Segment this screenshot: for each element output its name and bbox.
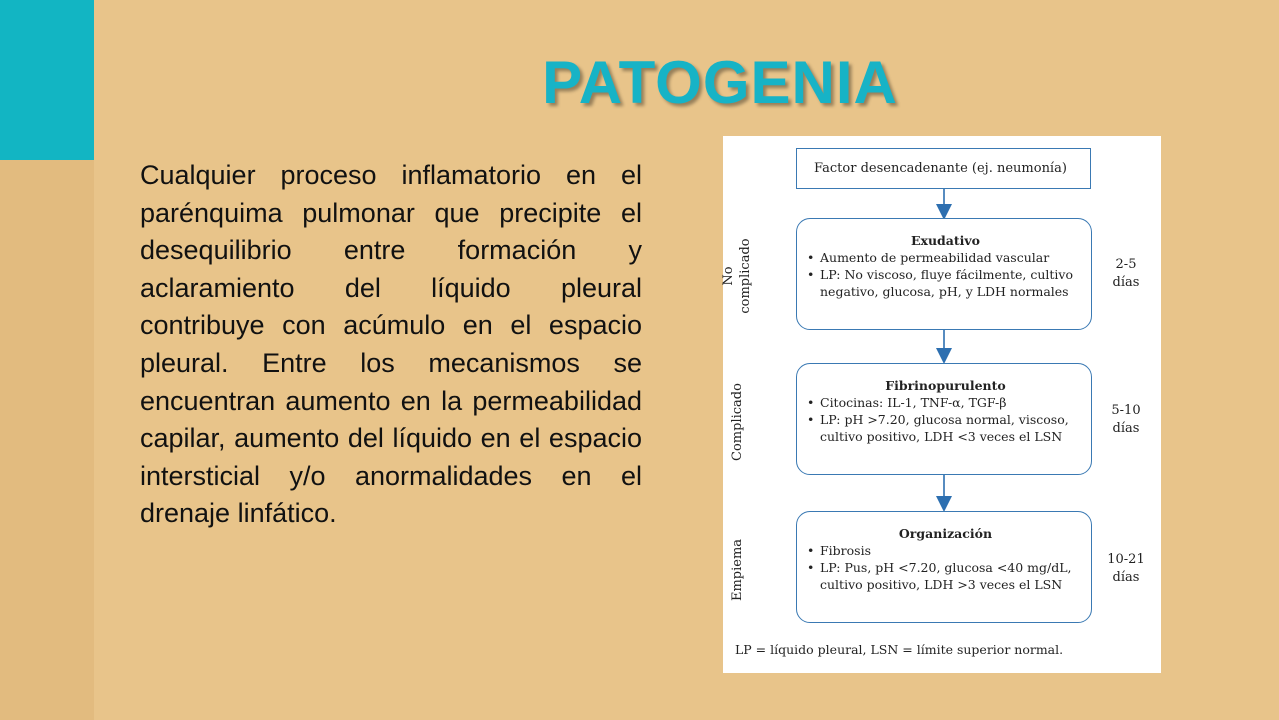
side-label-complicado xyxy=(717,357,757,487)
teal-accent-block xyxy=(0,0,94,160)
bullet-item: • Fibrosis xyxy=(806,542,1085,559)
stage-node-exudativo xyxy=(796,218,1092,330)
side-label-empiema xyxy=(717,505,757,635)
stage-bullets xyxy=(806,249,1085,300)
days-range: 2-5 xyxy=(1115,257,1137,272)
diagram-footnote: LP = líquido pleural, LSN = límite superior normal. xyxy=(735,642,1064,657)
side-label-line: Empiema xyxy=(729,538,745,602)
slide-title: PATOGENIA xyxy=(542,49,898,116)
stage-bullets xyxy=(806,542,1085,593)
bullet-item: • Citocinas: IL-1, TNF-α, TGF-β xyxy=(806,394,1085,411)
days-unit: días xyxy=(1112,275,1140,290)
bullet-item: • LP: No viscoso, fluye fácilmente, cultivo negativo, glucosa, pH, y LDH normales xyxy=(806,266,1085,300)
side-label-line: Complicado xyxy=(729,383,745,461)
bullet-item: • Aumento de permeabilidad vascular xyxy=(806,249,1085,266)
side-label-line: complicado xyxy=(738,238,753,314)
bullet-item: • LP: Pus, pH <7.20, glucosa <40 mg/dL, cultivo positivo, LDH >3 veces el LSN xyxy=(806,559,1085,593)
days-range: 5-10 xyxy=(1111,403,1141,418)
side-label-line: No xyxy=(721,266,736,286)
body-paragraph: Cualquier proceso inflamatorio en el parénquima pulmonar que precipite el desequilibrio entre formación y aclaramiento del líquido pleural contribuye con acúmulo en el espacio pleural. Entre los mecanismos se encuentran aumento en la permeabilidad capilar, aumento del líquido en el espacio intersticial y/o anormalidades en el drenaje linfático. xyxy=(140,160,642,529)
days-range: 10-21 xyxy=(1107,552,1145,567)
stage-head: Organización xyxy=(898,526,993,541)
stage-head: Fibrinopurulento xyxy=(885,378,1006,393)
stage-bullets xyxy=(806,394,1085,445)
stage-node-organizacion xyxy=(796,511,1092,623)
trigger-node: Factor desencadenante (ej. neumonía) xyxy=(796,148,1091,189)
stage-head: Exudativo xyxy=(910,233,981,248)
side-label-no-complicado xyxy=(717,211,757,341)
days-unit: días xyxy=(1112,570,1140,585)
days-label xyxy=(1101,551,1151,587)
days-label xyxy=(1101,402,1151,438)
days-unit: días xyxy=(1112,421,1140,436)
flow-diagram xyxy=(723,136,1161,673)
bullet-item: • LP: pH >7.20, glucosa normal, viscoso, cultivo positivo, LDH <3 veces el LSN xyxy=(806,411,1085,445)
days-label xyxy=(1101,256,1151,292)
stage-node-fibrinopurulento xyxy=(796,363,1092,475)
